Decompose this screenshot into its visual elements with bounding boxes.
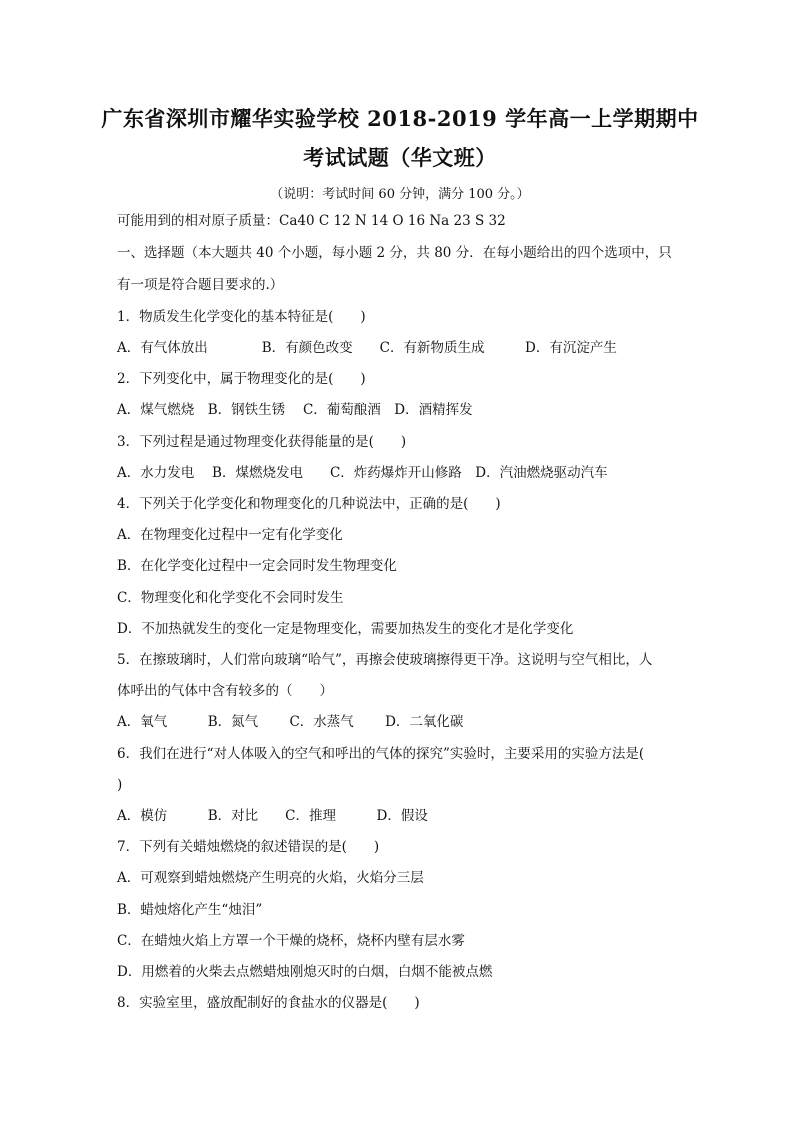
question-1-stem: 1．物质发生化学变化的基本特征是( ) <box>117 309 366 325</box>
question-4-option-a: A．在物理变化过程中一定有化学变化 <box>117 527 343 543</box>
section-heading-line1: 一、选择题（本大题共 40 个小题，每小题 2 分，共 80 分．在每小题给出的四个选项中，只 <box>117 245 672 261</box>
question-4-option-d: D．不加热就发生的变化一定是物理变化，需要加热发生的变化才是化学变化 <box>117 621 574 637</box>
question-8-stem: 8．实验室里，盛放配制好的食盐水的仪器是( ) <box>117 995 420 1011</box>
question-4-option-b: B．在化学变化过程中一定会同时发生物理变化 <box>117 558 397 574</box>
section-heading-line2: 有一项是符合题目要求的.） <box>117 277 284 293</box>
exam-title-line2: 考试试题（华文班） <box>303 145 497 170</box>
question-7-stem: 7．下列有关蜡烛燃烧的叙述错误的是( ) <box>117 839 380 855</box>
question-7-option-d: D．用燃着的火柴去点燃蜡烛刚熄灭时的白烟，白烟不能被点燃 <box>117 964 493 980</box>
question-3-stem: 3．下列过程是通过物理变化获得能量的是( ) <box>117 434 407 450</box>
question-7-option-b: B．蜡烛熔化产生“烛泪” <box>117 902 263 918</box>
question-7-option-a: A．可观察到蜡烛燃烧产生明亮的火焰，火焰分三层 <box>117 870 424 886</box>
question-2-options: A．煤气燃烧 B．钢铁生锈 C．葡萄酿酒 D．酒精挥发 <box>117 402 473 418</box>
atomic-mass-line: 可能用到的相对原子质量：Ca40 C 12 N 14 O 16 Na 23 S 32 <box>117 213 506 229</box>
question-5-stem-line1: 5．在擦玻璃时，人们常向玻璃“哈气”，再擦会使玻璃擦得更干净。这说明与空气相比，人 <box>117 652 653 668</box>
question-4-option-c: C．物理变化和化学变化不会同时发生 <box>117 590 344 606</box>
question-1-options: A．有气体放出 B．有颜色改变 C．有新物质生成 D．有沉淀产生 <box>117 340 617 356</box>
question-5-options: A．氧气 B．氮气 C．水蒸气 D．二氧化碳 <box>117 714 464 730</box>
question-6-stem-line1: 6．我们在进行“对人体吸入的空气和呼出的气体的探究”实验时，主要采用的实验方法是( <box>117 746 645 762</box>
exam-note: （说明：考试时间 60 分钟，满分 100 分。） <box>270 187 530 202</box>
question-4-stem: 4．下列关于化学变化和物理变化的几种说法中，正确的是( ) <box>117 496 501 512</box>
question-6-stem-line2: ) <box>117 777 123 793</box>
question-3-options: A．水力发电 B．煤燃烧发电 C．炸药爆炸开山修路 D．汽油燃烧驱动汽车 <box>117 465 608 481</box>
question-6-options: A．模仿 B．对比 C．推理 D．假设 <box>117 808 428 824</box>
exam-title-line1: 广东省深圳市耀华实验学校 2018-2019 学年高一上学期期中 <box>101 106 699 131</box>
question-7-option-c: C．在蜡烛火焰上方罩一个干燥的烧杯，烧杯内壁有层水雾 <box>117 933 465 949</box>
question-5-stem-line2: 体呼出的气体中含有较多的（ ） <box>117 683 333 699</box>
question-2-stem: 2．下列变化中，属于物理变化的是( ) <box>117 371 366 387</box>
